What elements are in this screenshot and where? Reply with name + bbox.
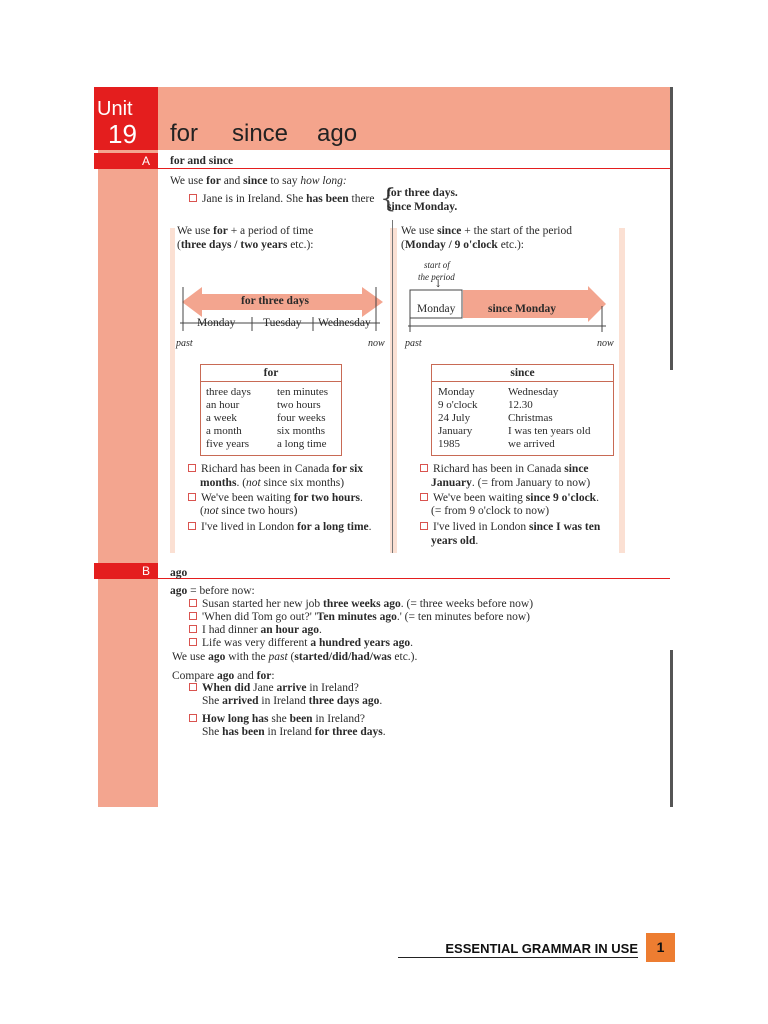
for-rule-line1: We use for + a period of time [177,225,314,237]
ago-example-1: Susan started her new job three weeks ago. (= three weeks before now) [189,598,533,611]
title-for: for [170,120,199,147]
table-row: a long time [277,438,327,450]
table-row: January [438,425,473,437]
table-row: three days [206,386,251,398]
footer-underline [398,957,638,958]
section-a-heading: for and since [170,155,234,167]
since-arrow-label: since Monday [488,303,557,315]
for-example-2: We've been waiting for two hours. [188,492,363,505]
bullet-icon [189,194,197,202]
table-row: Monday [438,386,475,398]
table-row: four weeks [277,412,326,424]
bullet-icon [188,493,196,501]
day-monday: Monday [197,317,236,329]
bullet-icon [189,599,197,607]
for-example-3: I've lived in London for a long time. [188,521,372,534]
table-row: Christmas [508,412,553,424]
bullet-icon [189,625,197,633]
panel-divider [392,220,393,553]
title-ago: ago [317,120,358,147]
for-example-2-cont: (not since two hours) [200,505,298,517]
bullet-icon [189,683,197,691]
start-label-2: the period [418,272,455,282]
section-b-tab [94,563,158,579]
table-row: 24 July [438,412,471,424]
unit-number: 19 [108,119,137,149]
ago-example-4: Life was very different a hundred years ago. [189,637,413,650]
bullet-icon [189,638,197,646]
table-row: a week [206,412,237,424]
bullet-icon [420,493,428,501]
section-divider [158,168,670,169]
bullet-icon [188,522,196,530]
table-row: 1985 [438,438,460,450]
day-wednesday: Wednesday [318,317,371,329]
since-table [431,364,614,456]
since-rule-line2: (Monday / 9 o'clock etc.): [401,239,524,251]
compare-question-2: How long has she been in Ireland? [189,713,365,726]
for-rule-line2: (three days / two years etc.): [177,239,314,251]
since-example-2-cont: (= from 9 o'clock to now) [431,505,550,517]
bullet-icon [420,464,428,472]
section-letter: A [142,154,151,168]
compare-answer-2: She has been in Ireland for three days. [202,726,386,738]
table-row: ten minutes [277,386,329,398]
table-row: I was ten years old [508,425,591,437]
option-for: for three days. [387,187,458,199]
unit-label: Unit [97,98,133,120]
table-row: five years [206,438,250,450]
ago-example-3: I had dinner an hour ago. [189,624,322,637]
title-since: since [232,120,289,147]
now-label: now [597,338,614,349]
since-table-title: since [432,365,613,382]
option-since: since Monday. [387,201,458,213]
past-label: past [405,338,422,349]
page-right-rule [670,87,673,370]
section-a-tab [94,153,158,169]
intro-line: We use for and since to say how long: [170,175,347,187]
past-label: past [176,338,193,349]
page-sidebar [98,87,158,807]
table-row: 9 o'clock [438,399,478,411]
compare-line: Compare ago and for: [172,670,275,682]
compare-answer-1: She arrived in Ireland three days ago. [202,695,383,707]
since-day-monday: Monday [417,303,456,315]
bullet-icon [189,612,197,620]
ago-definition: ago = before now: [170,585,255,597]
since-example-1-cont: January. (= from January to now) [431,477,591,489]
start-label-1: start of [424,260,450,270]
bullet-icon [188,464,196,472]
for-example-1: Richard has been in Canada for six [188,463,363,476]
down-arrow-icon: ↓ [434,279,443,290]
table-row: 12.30 [508,399,533,411]
ago-past-note: We use ago with the past (started/did/had/was etc.). [172,651,418,663]
since-example-3: I've lived in London since I was ten [420,521,600,534]
for-table-title: for [201,365,341,382]
since-example-1: Richard has been in Canada since [420,463,589,476]
footer-title: ESSENTIAL GRAMMAR IN USE [445,941,638,956]
section-divider [158,578,670,579]
bullet-icon [420,522,428,530]
since-rule-line1: We use since + the start of the period [401,225,572,237]
section-letter: B [142,564,151,578]
page-right-rule [670,650,673,807]
for-example-1-cont: months. (not since six months) [200,477,345,489]
bullet-icon [189,714,197,722]
since-example-2: We've been waiting since 9 o'clock. [420,492,599,505]
compare-question-1: When did Jane arrive in Ireland? [189,682,359,695]
table-row: we arrived [508,438,555,450]
page-number: 1 [646,933,675,962]
for-table [200,364,342,456]
day-tuesday: Tuesday [263,317,302,329]
table-row: Wednesday [508,386,559,398]
for-arrow-label: for three days [241,295,309,307]
table-row: a month [206,425,242,437]
brace-icon: { [380,184,397,214]
table-row: six months [277,425,325,437]
section-b-heading: ago [170,567,188,579]
table-row: an hour [206,399,240,411]
jane-example: Jane is in Ireland. She has been there [189,193,374,206]
now-label: now [368,338,385,349]
table-row: two hours [277,399,321,411]
ago-example-2: 'When did Tom go out?' 'Ten minutes ago.' (= ten minutes before now) [189,611,530,624]
since-example-3-cont: years old. [431,535,479,547]
